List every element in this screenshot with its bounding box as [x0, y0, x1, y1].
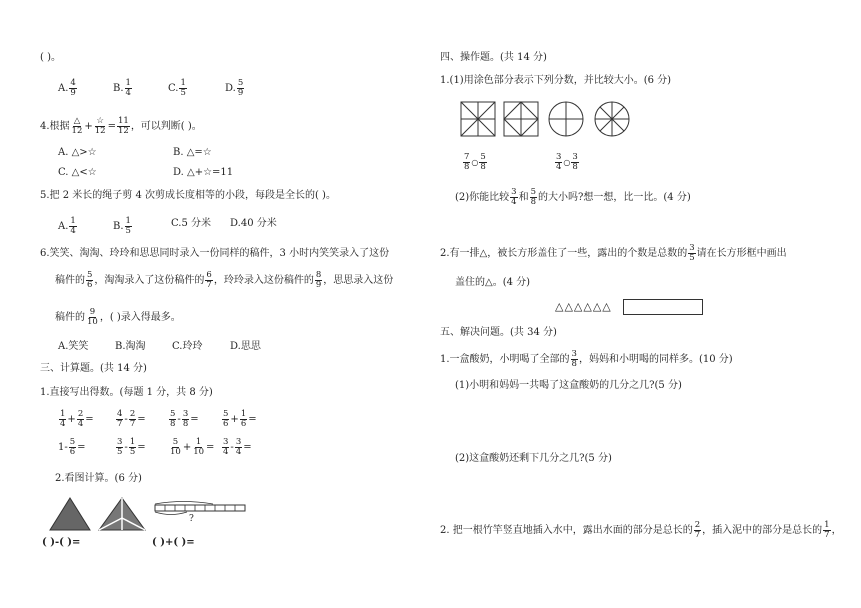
q6-line3: 稿件的 $\frac{9}{10}$ ，( )录入得最多。	[55, 307, 181, 327]
square-diagram-1	[460, 101, 496, 137]
section-3-q1-heading: 1.直接写出得数。(每题 1 分，共 8 分)	[40, 387, 213, 398]
segment-bar-question-mark: ?	[189, 514, 194, 524]
compare-2: $\frac{3}{4}$ ○ $\frac{3}{8}$	[556, 152, 578, 172]
section-5-q1-part2: (2)这盒酸奶还剩下几分之几?(5 分)	[455, 453, 612, 464]
q3-option-b: B. $\frac{1}{4}$	[113, 78, 131, 98]
section-4-q1: 1.(1)用涂色部分表示下列分数，并比较大小。(6 分)	[440, 75, 672, 86]
section-3-q2-heading: 2.看图计算。(6 分)	[55, 473, 142, 484]
q3-option-a: A. $\frac{4}{9}$	[58, 78, 76, 98]
picture-2-equation: ( )+( )=	[152, 537, 195, 548]
triangle-picture-1	[48, 496, 92, 532]
section-5-q2: 2. 把一根竹竿竖直地插入水中，露出水面的部分是总长的 $\frac{2}{7}$ ，插入泥中的部分是总长的 $\frac{1}{7}$ ，	[440, 520, 842, 540]
q4-option-c: C. △<☆	[58, 167, 97, 178]
compare-1: $\frac{7}{8}$ ○ $\frac{5}{8}$	[464, 152, 486, 172]
calc-item: $\frac{1}{4}$ + $\frac{2}{4}$ =	[60, 409, 94, 429]
q5-stem: 5.把 2 米长的绳子剪 4 次剪成长度相等的小段，每段是全长的( )。	[40, 190, 336, 201]
section-4-q2: 2.有一排△，被长方形盖住了一些，露出的个数是总数的 $\frac{3}{5}$ 请在长方形框中画出	[440, 243, 787, 263]
q5-option-d: D.40 分米	[230, 218, 277, 229]
q6-option-d: D.思思	[230, 341, 261, 352]
q3-option-c: C. $\frac{1}{5}$	[168, 78, 186, 98]
q4-option-a: A. △>☆	[58, 147, 97, 158]
calc-item: $\frac{5}{8}$ - $\frac{3}{8}$ =	[170, 409, 199, 429]
section-4-q2-line2: 盖住的△。(4 分)	[455, 277, 531, 288]
q6-line1: 6.笑笑、淘淘、玲玲和思思同时录入一份同样的稿件，3 小时内笑笑录入了这份	[40, 248, 390, 259]
q3-option-d: D. $\frac{5}{9}$	[225, 78, 244, 98]
q4-option-b: B. △=☆	[173, 147, 212, 158]
q4-stem: 4.根据 $\frac{\triangle}{12}$ + $\frac{☆}{12}$ = $\frac{11}{12}$ ，可以判断( )。	[40, 116, 202, 136]
segment-bar-picture	[153, 500, 249, 524]
q6-line2: 稿件的 $\frac{5}{6}$ ，淘淘录入了这份稿件的 $\frac{6}{7}$ ，玲玲录入这份稿件的 $\frac{8}{9}$ ，思思录入这份	[55, 270, 394, 290]
calc-item: $\frac{3}{5}$ - $\frac{1}{5}$ =	[117, 437, 146, 457]
calc-item: $\frac{3}{4}$ - $\frac{3}{4}$ =	[223, 437, 252, 457]
q6-option-a: A.笑笑	[58, 341, 89, 352]
circle-diagram-2	[593, 100, 631, 138]
calc-item: 1- $\frac{5}{6}$ =	[58, 437, 86, 457]
q3-answer-blank: ( )。	[40, 52, 61, 63]
q4-option-d: D. △+☆=11	[173, 167, 234, 178]
section-3-heading: 三、计算题。(共 14 分)	[40, 363, 147, 374]
picture-1-equation: ( )-( )=	[42, 537, 81, 548]
section-5-q1-part1: (1)小明和妈妈一共喝了这盒酸奶的几分之几?(5 分)	[455, 380, 682, 391]
q6-option-c: C.玲玲	[172, 341, 203, 352]
section-4-q1-part2: (2)你能比较 $\frac{3}{4}$ 和 $\frac{5}{8}$ 的大小吗?想一想，比一比。(4 分)	[455, 187, 691, 207]
triangle-cover-box[interactable]	[623, 299, 703, 315]
mental-calc-grid	[58, 410, 298, 462]
q5-option-b: B. $\frac{1}{5}$	[113, 216, 131, 236]
triangle-picture-2	[97, 496, 147, 532]
q5-option-a: A. $\frac{1}{4}$	[58, 216, 76, 236]
square-diagram-2	[503, 101, 539, 137]
calc-item: $\frac{5}{10}$ + $\frac{1}{10}$ =	[170, 437, 215, 457]
visible-triangles: △△△△△△	[555, 300, 612, 313]
q5-option-c: C.5 分米	[171, 218, 212, 229]
calc-item: $\frac{5}{6}$ + $\frac{1}{6}$ =	[223, 409, 257, 429]
section-5-heading: 五、解决问题。(共 34 分)	[440, 327, 557, 338]
section-5-q1: 1.一盒酸奶，小明喝了全部的 $\frac{3}{8}$ ，妈妈和小明喝的同样多。(10 分)	[440, 349, 733, 369]
circle-diagram-1	[547, 100, 585, 138]
q6-option-b: B.淘淘	[115, 341, 146, 352]
calc-item: $\frac{4}{7}$ - $\frac{2}{7}$ =	[117, 409, 146, 429]
section-4-heading: 四、操作题。(共 14 分)	[440, 52, 547, 63]
